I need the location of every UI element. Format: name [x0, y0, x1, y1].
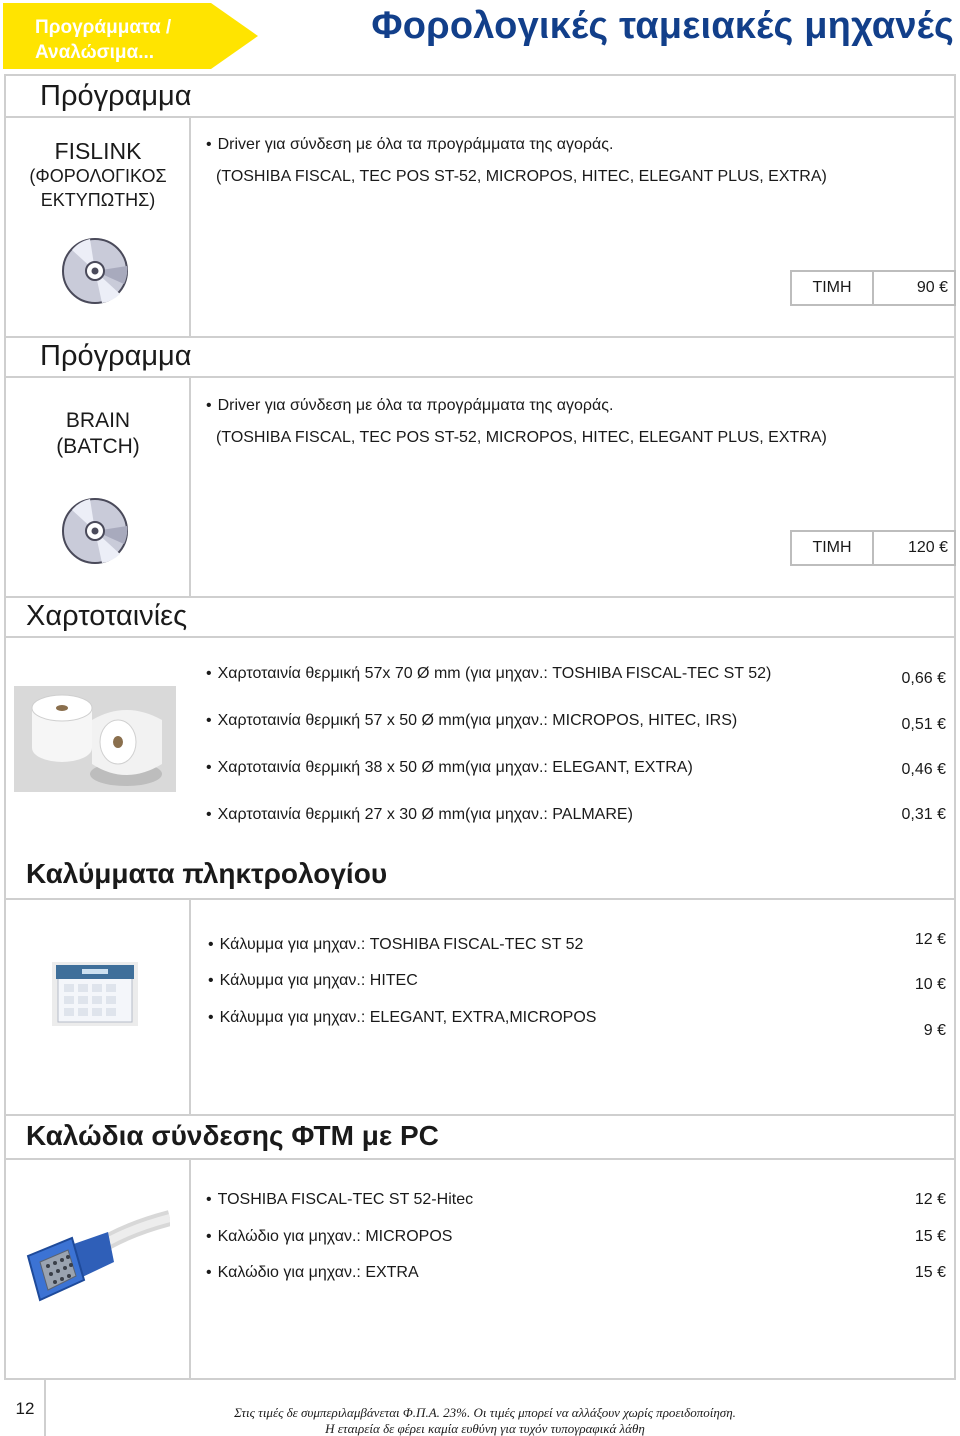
keyboard-cover-item: • Κάλυμμα για μηχαν.: ELEGANT, EXTRA,MICROPOS	[208, 1009, 596, 1027]
price-label: ΤΙΜΗ	[792, 272, 874, 304]
divider	[4, 376, 956, 378]
section-title-program-2: Πρόγραμμα	[40, 340, 192, 372]
divider	[189, 1158, 191, 1380]
divider	[4, 898, 956, 900]
keyboard-cover-price: 9 €	[923, 1022, 946, 1039]
paper-roll-image	[14, 686, 176, 792]
divider	[4, 336, 956, 338]
paper-roll-item: • Χαρτοταινία θερμική 57 x 50 Ø mm(για μηχαν.: MICROPOS, HITEC, IRS)	[206, 712, 737, 730]
keyboard-cover-image	[52, 962, 138, 1026]
price-label: ΤΙΜΗ	[792, 532, 874, 564]
keyboard-cover-item: • Κάλυμμα για μηχαν.: TOSHIBA FISCAL-TEC ST 52	[208, 936, 583, 954]
paper-roll-item: • Χαρτοταινία θερμική 38 x 50 Ø mm(για μηχαν.: ELEGANT, EXTRA)	[206, 759, 693, 777]
price-value: 120 €	[907, 539, 948, 556]
price-box	[790, 270, 956, 306]
program-name: FISLINK	[54, 138, 142, 164]
divider	[4, 1114, 956, 1116]
program-description: • Driver για σύνδεση με όλα τα προγράμματα της αγοράς.	[206, 397, 613, 415]
keyboard-cover-price: 12 €	[914, 931, 946, 948]
footer-note	[205, 1405, 765, 1436]
footer-note-line: Στις τιμές δε συμπεριλαμβάνεται Φ.Π.Α. 23%. Οι τιμές μπορεί να αλλάξουν χωρίς προειδοποίηση.	[234, 1405, 736, 1420]
keyboard-cover-price: 10 €	[914, 976, 946, 993]
program-compatibility: (TOSHIBA FISCAL, TEC POS ST-52, MICROPOS, HITEC, ELEGANT PLUS, EXTRA)	[216, 429, 827, 446]
category-badge	[3, 3, 258, 69]
cable-item: • Καλώδιο για μηχαν.: MICROPOS	[206, 1228, 452, 1246]
paper-roll-item: • Χαρτοταινία θερμική 27 x 30 Ø mm(για μηχαν.: PALMARE)	[206, 806, 633, 824]
section-title-cables: Καλώδια σύνδεσης ΦΤΜ με PC	[26, 1120, 439, 1151]
paper-roll-price: 0,31 €	[901, 806, 946, 823]
price-value: 90 €	[916, 279, 948, 296]
section-title-paper-rolls: Χαρτοταινίες	[26, 600, 188, 632]
cable-item: • Καλώδιο για μηχαν.: EXTRA	[206, 1264, 419, 1282]
program-compatibility: (TOSHIBA FISCAL, TEC POS ST-52, MICROPOS, HITEC, ELEGANT PLUS, EXTRA)	[216, 168, 827, 185]
divider	[44, 1380, 46, 1436]
program-subtitle: (BATCH)	[56, 435, 140, 458]
cd-icon	[60, 496, 130, 566]
program-description: • Driver για σύνδεση με όλα τα προγράμματα της αγοράς.	[206, 136, 613, 154]
paper-roll-item: • Χαρτοταινία θερμική 57x 70 Ø mm (για μηχαν.: TOSHIBA FISCAL-TEC ST 52)	[206, 665, 771, 683]
section-title-program-1: Πρόγραμμα	[40, 80, 192, 112]
section-title-keyboard-covers: Καλύμματα πληκτρολογίου	[26, 858, 388, 889]
page-title: Φορολογικές ταμειακές μηχανές	[371, 5, 954, 47]
vga-cable-image	[24, 1210, 170, 1306]
cable-price: 15 €	[914, 1264, 946, 1281]
cable-price: 12 €	[914, 1191, 946, 1208]
footer-note-line: Η εταιρεία δε φέρει καμία ευθύνη για τυχόν τυπογραφικά λάθη	[325, 1421, 645, 1436]
paper-roll-price: 0,46 €	[901, 761, 946, 778]
program-brain-label	[6, 408, 190, 460]
price-box	[790, 530, 956, 566]
keyboard-cover-item: • Κάλυμμα για μηχαν.: HITEC	[208, 972, 418, 990]
divider	[4, 116, 956, 118]
paper-roll-price: 0,66 €	[901, 670, 946, 687]
divider	[4, 1158, 956, 1160]
paper-roll-price: 0,51 €	[901, 716, 946, 733]
divider	[4, 596, 956, 598]
divider	[4, 636, 956, 638]
cable-item: • TOSHIBA FISCAL-TEC ST 52-Hitec	[206, 1191, 473, 1209]
program-name: BRAIN	[65, 409, 131, 432]
program-subtitle: (ΦΟΡΟΛΟΓΙΚΟΣ	[29, 166, 167, 186]
page-number: 12	[15, 1399, 35, 1418]
category-badge-label: Προγράμματα / Αναλώσιμα...	[35, 17, 172, 63]
program-subtitle: ΕΚΤΥΠΩΤΗΣ)	[40, 190, 156, 210]
cable-price: 15 €	[914, 1228, 946, 1245]
divider	[189, 898, 191, 1114]
program-fislink-label	[6, 138, 190, 212]
cd-icon	[60, 236, 130, 306]
